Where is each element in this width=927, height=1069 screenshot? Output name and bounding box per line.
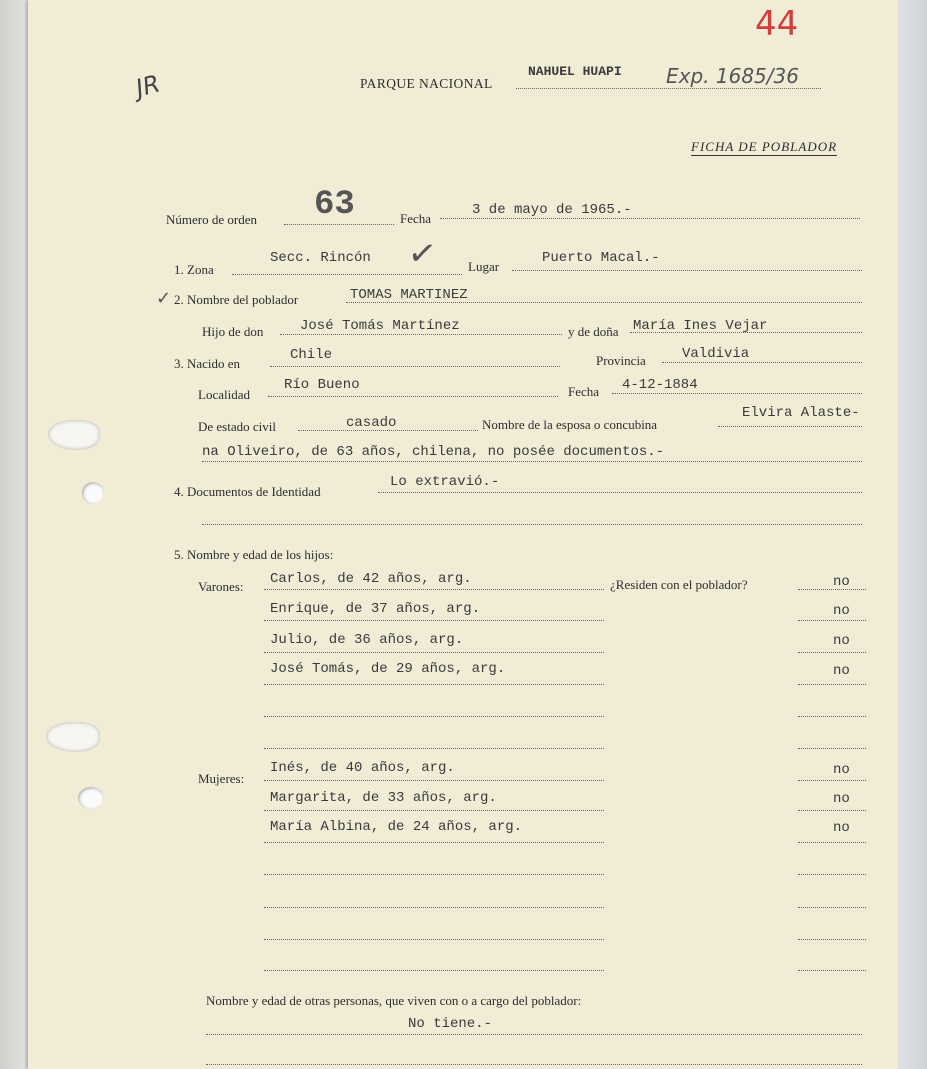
field-line	[798, 589, 866, 590]
field-line	[284, 224, 394, 225]
park-name: NAHUEL HUAPI	[528, 64, 622, 79]
documentos-label: 4. Documentos de Identidad	[174, 484, 321, 499]
field-line	[798, 684, 866, 685]
field-line	[798, 810, 866, 811]
field-line	[298, 430, 478, 431]
field-line	[264, 810, 604, 811]
field-line	[512, 270, 862, 271]
list-item: María Albina, de 24 años, arg.	[270, 819, 523, 835]
reside-value: no	[833, 762, 850, 778]
field-line	[264, 652, 604, 653]
civil-value: casado	[346, 415, 397, 431]
provincia-label: Provincia	[596, 353, 646, 368]
reside-value: no	[833, 574, 850, 590]
orden-value: 63	[314, 186, 355, 224]
list-item: Julio, de 36 años, arg.	[270, 632, 464, 648]
residen-label: ¿Residen con el poblador?	[610, 577, 748, 592]
punch-hole	[82, 482, 104, 504]
field-line	[264, 907, 604, 908]
padre-value: José Tomás Martínez	[300, 318, 460, 334]
field-line	[280, 334, 562, 335]
lugar-label: Lugar	[468, 259, 500, 274]
expediente-number: Exp. 1685/36	[666, 64, 799, 88]
field-line	[798, 748, 866, 749]
field-line	[798, 874, 866, 875]
field-line	[232, 274, 462, 275]
field-line	[798, 939, 866, 940]
field-line	[798, 780, 866, 781]
reside-value: no	[833, 820, 850, 836]
list-item: Inés, de 40 años, arg.	[270, 760, 455, 776]
form-sheet	[28, 0, 898, 1069]
park-label: PARQUE NACIONAL	[360, 76, 493, 91]
reside-value: no	[833, 663, 850, 679]
field-line	[440, 218, 860, 219]
mujeres-label: Mujeres:	[198, 771, 245, 786]
field-line	[264, 842, 604, 843]
binder-edge	[0, 0, 28, 1069]
field-line	[798, 970, 866, 971]
zona-value: Secc. Rincón	[270, 250, 371, 266]
field-line	[718, 426, 862, 427]
field-line	[264, 748, 604, 749]
orden-label: Número de orden	[166, 212, 257, 227]
esposa-label: Nombre de la esposa o concubina	[482, 417, 658, 432]
hijo-label: Hijo de don	[202, 324, 264, 339]
field-line	[798, 652, 866, 653]
esposa-value-2: na Oliveiro, de 63 años, chilena, no posée documentos.-	[202, 444, 665, 460]
field-line	[630, 332, 862, 333]
madre-value: María Ines Vejar	[633, 318, 768, 334]
list-item: Carlos, de 42 años, arg.	[270, 571, 472, 587]
localidad-label: Localidad	[198, 387, 250, 402]
madre-label: y de doña	[568, 324, 619, 339]
localidad-value: Río Bueno	[284, 377, 360, 393]
field-line	[662, 362, 862, 363]
park-line	[516, 88, 821, 89]
field-line	[264, 684, 604, 685]
field-line	[798, 716, 866, 717]
field-line	[264, 589, 604, 590]
nacido-label: 3. Nacido en	[174, 356, 241, 371]
punch-hole	[78, 787, 104, 809]
field-line	[206, 1064, 862, 1065]
reside-value: no	[833, 633, 850, 649]
torn-hole	[46, 722, 100, 752]
field-line	[798, 620, 866, 621]
reside-value: no	[833, 791, 850, 807]
torn-hole	[48, 420, 100, 450]
background-edge	[898, 0, 927, 1069]
field-line	[202, 461, 862, 462]
field-line	[264, 939, 604, 940]
field-line	[798, 907, 866, 908]
field-line	[270, 366, 560, 367]
fecha-label: Fecha	[400, 211, 432, 226]
handwritten-initials: JR	[132, 69, 163, 103]
nacido-value: Chile	[290, 347, 333, 363]
zona-label: 1. Zona	[174, 262, 214, 277]
civil-label: De estado civil	[198, 419, 276, 434]
list-item: José Tomás, de 29 años, arg.	[270, 661, 506, 677]
otras-value: No tiene.-	[408, 1016, 493, 1032]
lugar-value: Puerto Macal.-	[542, 250, 660, 266]
documentos-value: Lo extravió.-	[390, 474, 500, 490]
checkmark-small: ✓	[156, 288, 172, 309]
field-line	[206, 1034, 862, 1035]
hijos-label: 5. Nombre y edad de los hijos:	[174, 547, 334, 562]
form-title: FICHA DE POBLADOR	[691, 139, 838, 154]
field-line	[202, 524, 862, 525]
nac-fecha-value: 4-12-1884	[622, 377, 698, 393]
field-line	[264, 620, 604, 621]
field-line	[612, 393, 862, 394]
checkmark: ✓	[405, 232, 440, 276]
reside-value: no	[833, 603, 850, 619]
field-line	[378, 492, 862, 493]
esposa-value-1: Elvira Alaste-	[742, 405, 860, 421]
field-line	[264, 874, 604, 875]
field-line	[268, 396, 558, 397]
fecha-value: 3 de mayo de 1965.-	[472, 202, 632, 218]
field-line	[264, 716, 604, 717]
provincia-value: Valdivia	[682, 346, 750, 362]
otras-label: Nombre y edad de otras personas, que viven con o a cargo del poblador:	[206, 993, 582, 1008]
varones-label: Varones:	[198, 579, 244, 594]
poblador-value: TOMAS MARTINEZ	[350, 287, 468, 303]
page-number: 44	[755, 4, 799, 44]
field-line	[798, 842, 866, 843]
list-item: Margarita, de 33 años, arg.	[270, 790, 497, 806]
field-line	[264, 970, 604, 971]
field-line	[264, 780, 604, 781]
poblador-label: 2. Nombre del poblador	[174, 292, 299, 307]
list-item: Enrique, de 37 años, arg.	[270, 601, 481, 617]
field-line	[346, 302, 862, 303]
nac-fecha-label: Fecha	[568, 384, 600, 399]
